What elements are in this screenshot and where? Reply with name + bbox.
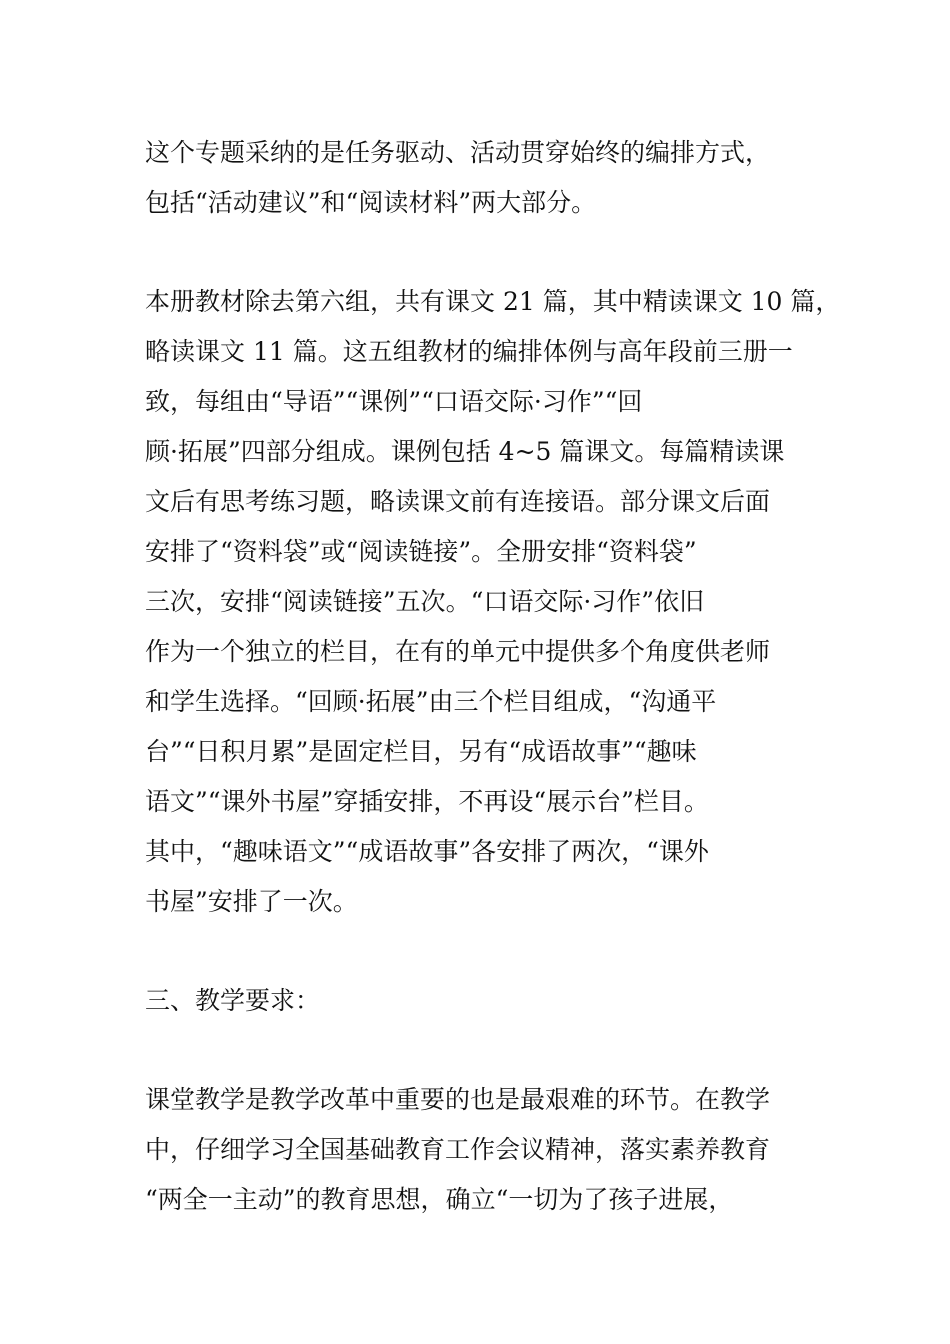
- paragraph-line: 其中，“趣味语文”“成语故事”各安排了两次，“课外: [145, 837, 709, 866]
- document-body: [145, 128, 841, 1225]
- paragraph-line: 本册教材除去第六组，共有课文 21 篇，其中精读课文 10 篇，: [145, 287, 841, 316]
- paragraph-line: 课堂教学是教学改革中重要的也是最艰难的环节。在教学: [145, 1085, 771, 1114]
- paragraph-line: 略读课文 11 篇。这五组教材的编排体例与高年段前三册一: [145, 337, 793, 366]
- section-heading: 三、教学要求：: [145, 986, 321, 1015]
- paragraph-classroom-teaching: [145, 1075, 825, 1225]
- paragraph-line: 和学生选择。“回顾·拓展”由三个栏目组成，“沟通平: [145, 687, 717, 716]
- paragraph-textbook-structure: [145, 277, 841, 927]
- paragraph-line: 文后有思考练习题，略读课文前有连接语。部分课文后面: [145, 487, 771, 516]
- paragraph-line: 这个专题采纳的是任务驱动、活动贯穿始终的编排方式，: [145, 138, 771, 167]
- paragraph-spacer: [145, 228, 825, 277]
- paragraph-line: 致，每组由“导语”“课例”“口语交际·习作”“回: [145, 387, 643, 416]
- paragraph-line: 书屋”安排了一次。: [145, 887, 358, 916]
- paragraph-line: 三次，安排“阅读链接”五次。“口语交际·习作”依旧: [145, 587, 705, 616]
- paragraph-line: 中，仔细学习全国基础教育工作会议精神，落实素养教育: [145, 1135, 771, 1164]
- section-heading-teaching-requirements: [145, 976, 825, 1026]
- paragraph-line: 语文”“课外书屋”穿插安排，不再设“展示台”栏目。: [145, 787, 709, 816]
- paragraph-task-driven: [145, 128, 825, 228]
- paragraph-line: 顾·拓展”四部分组成。课例包括 4~5 篇课文。每篇精读课: [145, 437, 785, 466]
- paragraph-line: 作为一个独立的栏目，在有的单元中提供多个角度供老师: [145, 637, 771, 666]
- paragraph-line: 台”“日积月累”是固定栏目，另有“成语故事”“趣味: [145, 737, 697, 766]
- paragraph-line: 安排了“资料袋”或“阅读链接”。全册安排“资料袋”: [145, 537, 697, 566]
- paragraph-spacer: [145, 1026, 825, 1075]
- paragraph-spacer: [145, 927, 825, 976]
- paragraph-line: 包括“活动建议”和“阅读材料”两大部分。: [145, 188, 597, 217]
- paragraph-line: “两全一主动”的教育思想，确立“一切为了孩子进展，: [145, 1185, 734, 1214]
